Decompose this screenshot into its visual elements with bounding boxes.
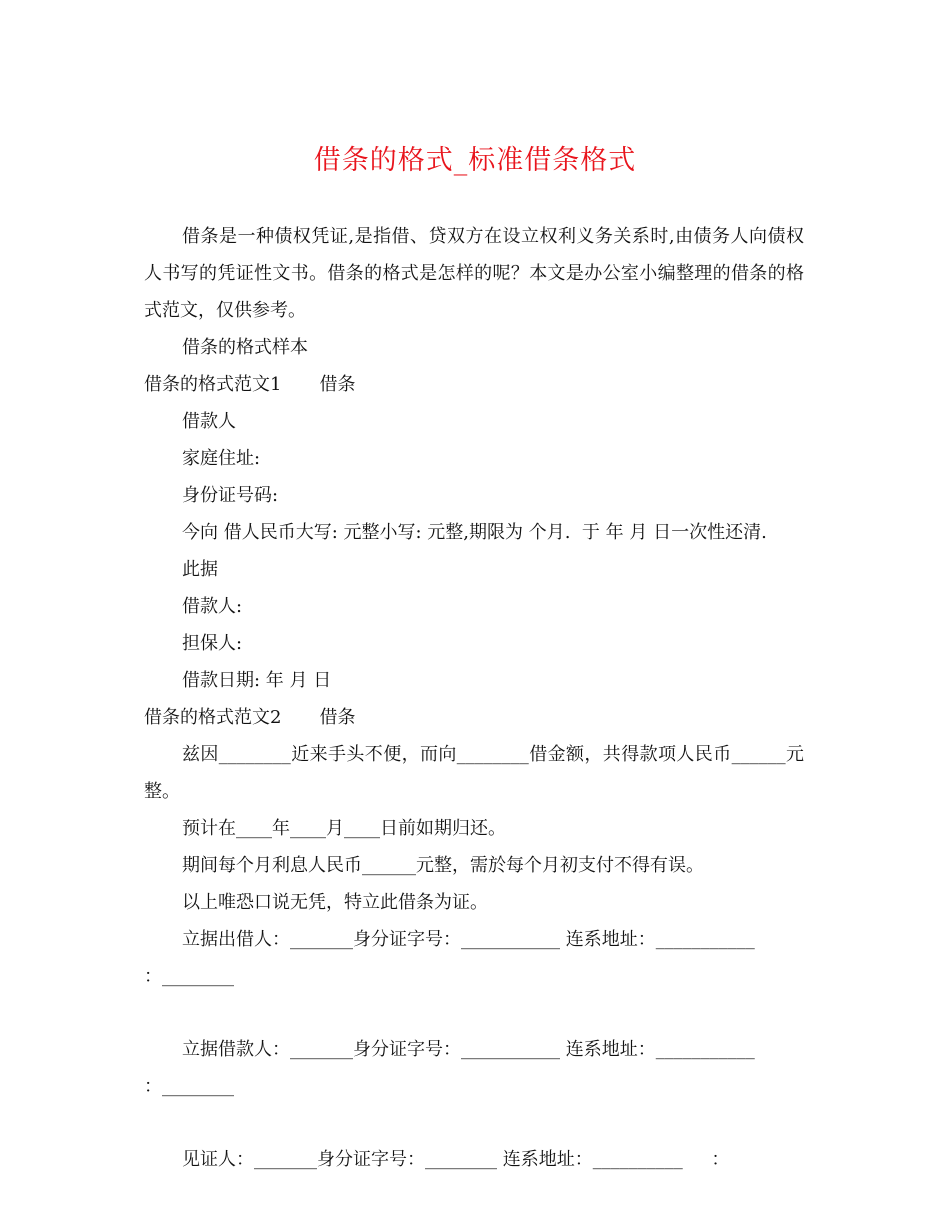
sample2-heading-row (144, 699, 804, 736)
sample1-line: 借款人: (182, 596, 243, 617)
sample2-line-2: 预计在____年____月____日前如期归还。 (182, 818, 506, 839)
sample1-line: 家庭住址: (182, 448, 261, 469)
sample2-line-3: 期间每个月利息人民币______元整，需於每个月初支付不得有误。 (182, 855, 704, 876)
intro-paragraph: 借条是一种债权凭证,是指借、贷双方在设立权利义务关系时,由债务人向债权人书写的凭证性文书。借条的格式是怎样的呢？本文是办公室小编整理的借条的格式范文，仅供参考。 (144, 226, 804, 321)
sample2-heading: 借条的格式范文2 (144, 707, 282, 728)
document-body (144, 218, 804, 1178)
sample1-heading: 借条的格式范文1 (144, 374, 282, 395)
borrower-line: 立据借款人：_______身分证字号：___________ 连系地址：___________ (182, 1039, 755, 1060)
sample1-line: 此据 (182, 559, 218, 580)
sample1-label: 借条 (319, 374, 356, 395)
sample1-line: 今向 借人民币大写: 元整小写: 元整,期限为 个月. 于 年 月 日一次性还清. (182, 522, 767, 543)
sample1-heading-row (144, 366, 804, 403)
sample2-line-4: 以上唯恐口说无凭，特立此借条为证。 (182, 892, 488, 913)
borrower-tail: ：________ (144, 1076, 234, 1097)
document-title: 借条的格式_标准借条格式 (313, 145, 637, 176)
sample1-line: 借款日期: 年 月 日 (182, 670, 332, 691)
sample2-paragraph-1: 兹因________近来手头不便，而向________借金额，共得款项人民币______元整。 (144, 744, 804, 802)
sample1-line: 担保人: (182, 633, 243, 654)
sample1-line: 借款人 (182, 411, 236, 432)
lender-line: 立据出借人：_______身分证字号：___________ 连系地址：___________ (182, 929, 755, 950)
sample1-line: 身份证号码: (182, 485, 279, 506)
sample2-label: 借条 (319, 707, 356, 728)
witness-line: 见证人：_______身分证字号：________ 连系地址：__________ ： (182, 1149, 730, 1170)
sample-heading: 借条的格式样本 (182, 337, 308, 358)
lender-tail: ：________ (144, 966, 234, 987)
